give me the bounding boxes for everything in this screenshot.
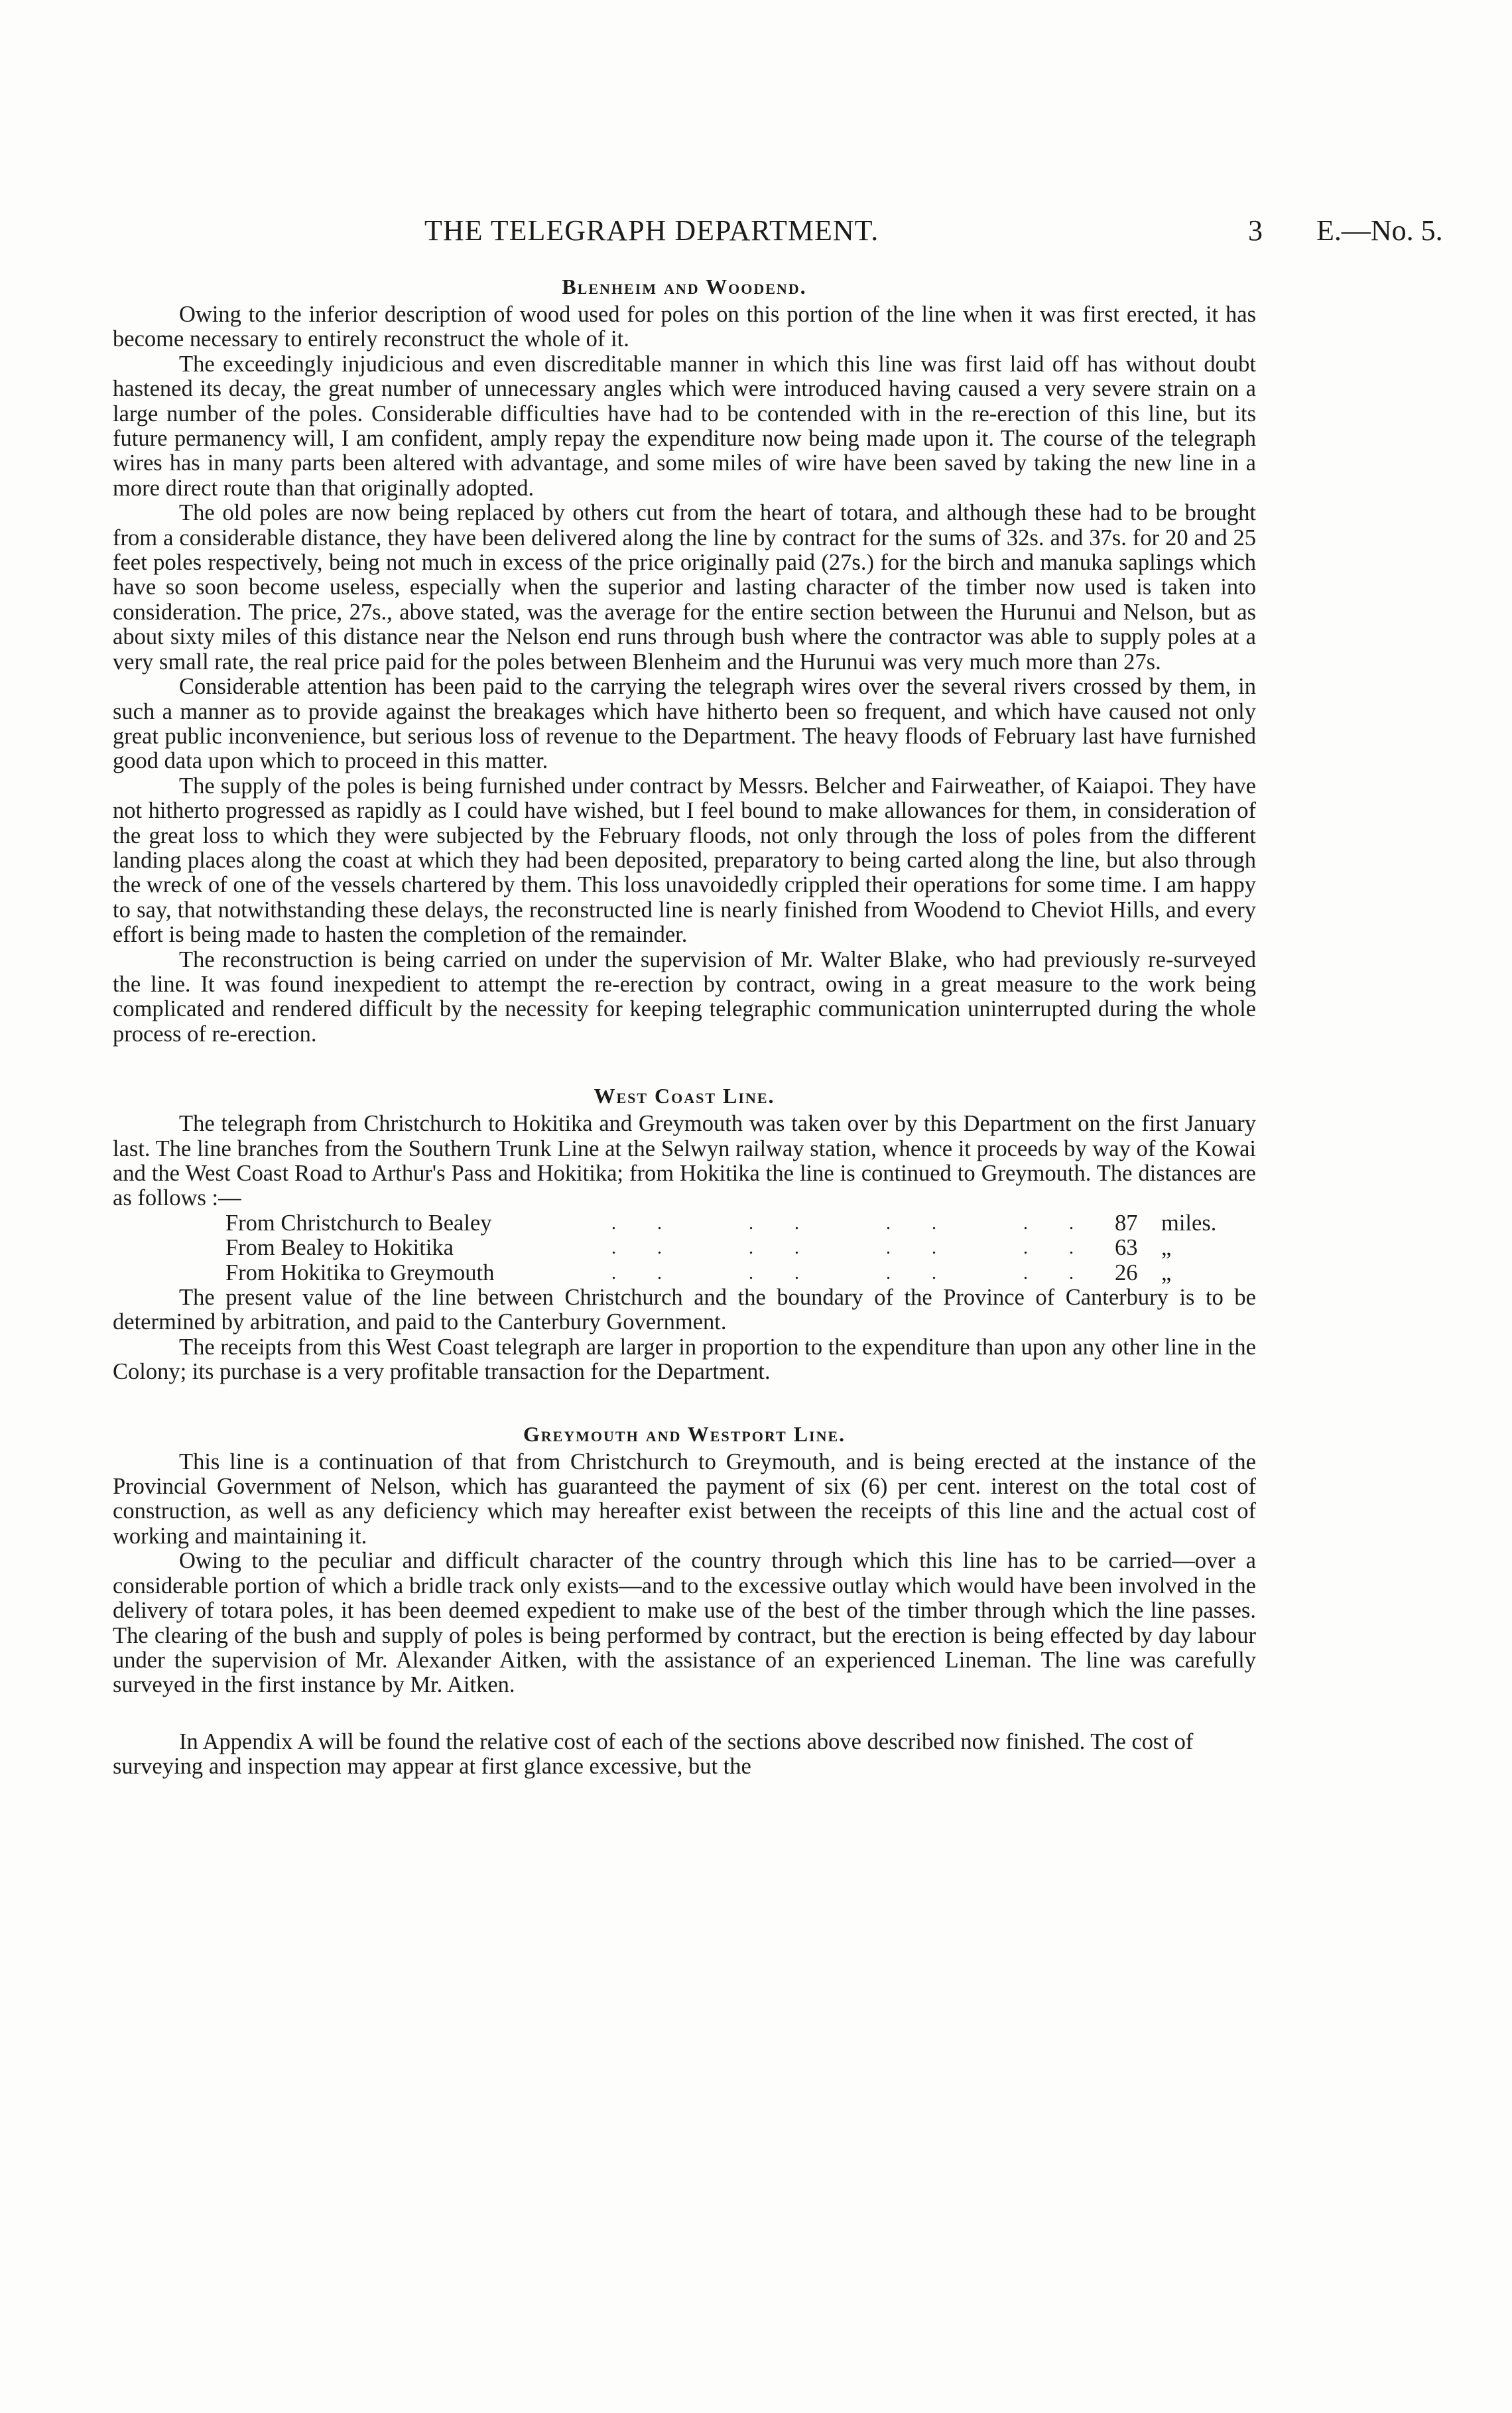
paragraph: The exceedingly injudicious and even discreditable manner in which this line was first laid off has without doubt hastened its decay, the great number of unnecessary angles which were introduced having caused a very severe strain on a large number of the poles. Considerable difficulties have had to be contended with in the re-erection of this line, but its future permanency will, I am confident, amply repay the expenditure now being made upon it. The course of the telegraph wires has in many parts been altered with advantage, and some miles of wire have been saved by taking the new line in a more direct route than that originally adopted. <box>113 351 1256 501</box>
page-number: 3 <box>1248 214 1263 247</box>
paragraph: The present value of the line between Christchurch and the boundary of the Province of Canterbury is to be determined by arbitration, and paid to the Canterbury Government. <box>113 1285 1256 1335</box>
miles-cell: 87 <box>1115 1210 1138 1236</box>
spacer <box>113 1047 1256 1080</box>
section-heading-blenheim-woodend: Blenheim and Woodend. <box>562 275 807 298</box>
running-header <box>0 214 1512 253</box>
table-row <box>225 1211 1216 1236</box>
unit-cell: miles. <box>1161 1210 1217 1236</box>
paragraph: The telegraph from Christchurch to Hokitika and Greymouth was taken over by this Department on the first January last. The line branches from the Southern Trunk Line at the Selwyn railway station, whence it proceeds by way of the Kowai and the West Coast Road to Arthur's Pass and Hokitika; from Hokitika the line is continued to Greymouth. The distances are as follows :— <box>113 1111 1256 1211</box>
running-title: THE TELEGRAPH DEPARTMENT. <box>424 214 879 247</box>
dot-leaders: .. .. .. .. <box>611 1238 1115 1259</box>
section-heading-greymouth-westport-line: Greymouth and Westport Line. <box>523 1421 846 1446</box>
paragraph: The reconstruction is being carried on under the supervision of Mr. Walter Blake, who had previously re-surveyed the line. It was found inexpedient to attempt the re-erection by contract, owing in a great measure to the work being complicated and rendered difficult by the necessity for keeping telegraphic communication uninterrupted during the whole process of re-erection. <box>113 946 1256 1047</box>
paragraph: Owing to the peculiar and difficult character of the country through which this line has to be carried—over a considerable portion of which a bridle track only exists—and to the excessive outlay which would have been involved in the delivery of totara poles, it has been deemed expedient to make use of the best of the timber through which the line passes. The clearing of the bush and supply of poles is being performed by contract, but the erection is being effected by day labour under the supervision of Mr. Alexander Aitken, with the assistance of an experienced Lineman. The line was carefully surveyed in the first instance by Mr. Aitken. <box>113 1548 1256 1698</box>
paragraph: Considerable attention has been paid to the carrying the telegraph wires over the several rivers crossed by them, in such a manner as to provide against the breakages which have hitherto been so frequent, and which have caused not only great public inconvenience, but serious loss of revenue to the Department. The heavy floods of February last have furnished good data upon which to proceed in this matter. <box>113 674 1256 774</box>
unit-cell: „ <box>1161 1260 1172 1285</box>
closing-paragraph: In Appendix A will be found the relative cost of each of the sections above described now finished. The cost of surveying and inspection may appear at first glance excessive, but the <box>113 1728 1194 1780</box>
table-row <box>225 1236 1216 1260</box>
dot-leaders: .. .. .. .. <box>611 1262 1115 1283</box>
document-reference: E.—No. 5. <box>1316 214 1443 247</box>
spacer <box>113 1385 1256 1418</box>
distances-table <box>225 1211 1216 1285</box>
table-row <box>225 1261 1216 1285</box>
miles-cell: 63 <box>1115 1235 1138 1261</box>
paragraph: The old poles are now being replaced by others cut from the heart of totara, and although these had to be brought from a considerable distance, they have been delivered along the line by contract for the sums of 32s. and 37s. for 20 and 25 feet poles respectively, being not much in excess of the price originally paid (27s.) for the birch and manuka saplings which have so soon become useless, especially when the superior and lasting character of the timber now used is taken into consideration. The price, 27s., above stated, was the average for the entire section between the Hurunui and Nelson, but as about sixty miles of this distance near the Nelson end runs through bush where the contractor was able to supply poles at a very small rate, the real price paid for the poles between Blenheim and the Hurunui was very much more than 27s. <box>113 500 1256 675</box>
paragraph: The supply of the poles is being furnished under contract by Messrs. Belcher and Fairweather, of Kaiapoi. They have not hitherto progressed as rapidly as I could have wished, but I feel bound to make allowances for them, in consideration of the great loss to which they were subjected by the February floods, not only through the loss of poles from the different landing places along the coast at which they had been deposited, preparatory to being carted along the line, but also through the wreck of one of the vessels chartered by them. This loss unavoidedly crippled their operations for some time. I am happy to say, that notwithstanding these delays, the reconstructed line is nearly finished from Woodend to Cheviot Hills, and every effort is being made to hasten the completion of the remainder. <box>113 773 1256 948</box>
route-cell: From Hokitika to Greymouth <box>225 1260 495 1285</box>
document-body <box>113 271 1256 1780</box>
paragraph: Owing to the inferior description of wood used for poles on this portion of the line when it was first erected, it has become necessary to entirely reconstruct the whole of it. <box>113 302 1256 352</box>
spacer <box>113 1698 1256 1730</box>
section-heading-west-coast-line: West Coast Line. <box>594 1084 775 1108</box>
route-cell: From Christchurch to Bealey <box>225 1210 492 1236</box>
paragraph: This line is a continuation of that from Christchurch to Greymouth, and is being erected at the instance of the Provincial Government of Nelson, which has guaranteed the payment of six (6) per cent. interest on the total cost of construction, as well as any deficiency which may hereafter exist between the receipts of this line and the actual cost of working and maintaining it. <box>113 1449 1256 1549</box>
unit-cell: „ <box>1161 1235 1172 1261</box>
dot-leaders: .. .. .. .. <box>611 1212 1115 1234</box>
paragraph: The receipts from this West Coast telegraph are larger in proportion to the expenditure than upon any other line in the Colony; its purchase is a very profitable transaction for the Department. <box>113 1334 1256 1385</box>
route-cell: From Bealey to Hokitika <box>225 1235 454 1261</box>
miles-cell: 26 <box>1115 1260 1138 1285</box>
